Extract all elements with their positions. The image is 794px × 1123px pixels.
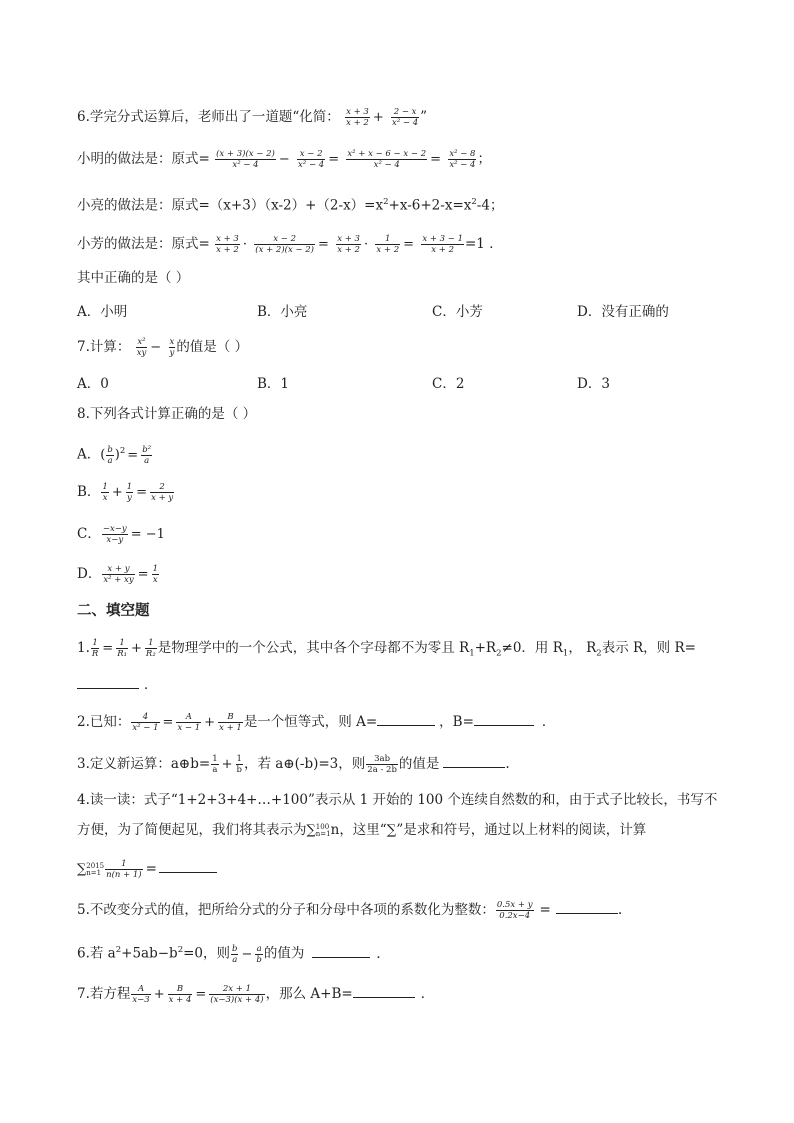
fraction: $\frac{4}{\text{x² − 1}}$ — [132, 712, 159, 733]
q6-option-d[interactable]: D．没有正确的 — [577, 304, 669, 320]
fraction: $\frac{1}{x}$ — [102, 482, 108, 503]
fill4-text2: ，这里“∑”是求和符号，通过以上材料的阅读，计算 — [339, 822, 647, 838]
period: ． — [420, 986, 435, 1002]
fill2-mid: 是一个恒等式，则 A= — [243, 714, 378, 730]
fraction: $\frac{\text{x² + x − 6 − x − 2}}{\text{x² − 4}}$ — [347, 149, 427, 170]
fraction: $\frac{\text{b²}}{a}$ — [142, 444, 152, 466]
quote-mark: ” — [420, 109, 428, 125]
q6-liang-text: 小亮的做法是：原式=（x+3）（x-2）+（2-x）=x — [77, 197, 384, 214]
fill4-line1: 4.读一读：式子“1+2+3+4+…+100”表示从 1 开始的 100 个连续自然数的和，由于式子比较长，书写不 — [77, 792, 718, 808]
fill3-suffix: 的值是 — [398, 756, 440, 772]
fraction: $\frac{1}{\text{R₁}}$ — [117, 638, 128, 659]
period: . — [617, 902, 623, 918]
period: ． — [376, 945, 390, 962]
fill6-mid: +5ab−b — [121, 945, 178, 962]
q7-option-d[interactable]: D．3 — [577, 376, 610, 392]
q6-option-c[interactable]: C．小芳 — [432, 304, 483, 320]
q7-suffix: 的值是（ ） — [176, 339, 249, 355]
fraction: $\frac{-x-y}{x-y}$ — [102, 524, 127, 545]
fill3-line: 3.定义新运算：a⊕b= $\frac{1}{a}$ + $\frac{1}{b}$ ，若 a⊕(-b)=3，则 $\frac{3ab}{2a - 2b}$ 的值是 . — [77, 754, 510, 775]
fill1-text: 是物理学中的一个公式，其中各个字母都不为零且 R — [157, 640, 470, 656]
rhs: = −1 — [130, 527, 165, 542]
q6-fang-line: 小芳的做法是：原式= $\frac{x + 3}{x + 2}$ · $\frac{x - 2}{(x + 2)(x - 2)}$ = $\frac{x + 3}{x + 2}$ · $\frac{1}{x + 2}$ = $\frac{x + 3 - 1}{x + 2}$ =1 ． — [77, 234, 503, 255]
fill4-line3 — [77, 858, 217, 880]
fill1-text4: ， R — [568, 640, 597, 656]
fill3-prefix: 3.定义新运算：a⊕b= — [77, 756, 211, 772]
q6-option-b[interactable]: B．小亮 — [257, 304, 308, 320]
fraction: $\frac{1}{b}$ — [236, 754, 242, 775]
q8-option-c[interactable] — [77, 524, 167, 545]
fraction: $\frac{1}{n(n + 1)}$ — [106, 859, 142, 880]
fraction: $\frac{(x + 3)(x - 2)}{\text{x² − 4}}$ — [216, 149, 275, 170]
fraction: $\frac{x + 3 - 1}{x + 2}$ — [422, 234, 463, 255]
answer-blank-b[interactable] — [474, 711, 534, 726]
fraction: $\frac{1}{x + 2}$ — [376, 234, 400, 255]
fraction: $\frac{2 - x}{\text{x² − 4}}$ — [392, 107, 419, 128]
fraction: $\frac{2}{x + y}$ — [151, 482, 174, 503]
q7-option-b[interactable]: B．1 — [257, 376, 290, 392]
option-label: B． — [77, 484, 101, 500]
q7-option-a[interactable]: A．0 — [77, 376, 109, 392]
q6-stem-line: 6.学完分式运算后，老师出了一道题“化简： $\frac{x + 3}{x + 2}$ + $\frac{2 - x}{\text{x² − 4}}$ ” — [77, 107, 428, 128]
fill1-answer-line — [77, 674, 158, 695]
q6-liang-end: -4； — [476, 197, 504, 214]
period: ． — [144, 677, 158, 693]
fraction: $\frac{1}{y}$ — [126, 482, 133, 503]
fill1-line: 1. $\frac{1}{R}$ = $\frac{1}{\text{R₁}}$ + $\frac{1}{\text{R₂}}$ 是物理学中的一个公式，其中各个字母都不为零且 $R_1+R_2\ne 0$．用 $R_1$， $R_2$表示 R，则 R= — [77, 638, 696, 659]
fraction: $\frac{3ab}{2a - 2b}$ — [367, 754, 397, 775]
fraction: $\frac{b}{a}$ — [107, 444, 113, 466]
option-label: A． — [77, 446, 101, 463]
fill6-prefix: 6.若 a — [77, 945, 116, 962]
q6-fang-label: 小芳的做法是：原式= — [77, 236, 210, 252]
fraction: $\frac{x}{y}$ — [169, 337, 175, 358]
fill1-number: 1. — [77, 640, 90, 656]
fraction: $\frac{0.5x + y}{0.2x-4}$ — [496, 900, 533, 921]
fraction: $\frac{B}{x + 1}$ — [219, 712, 242, 733]
period: ． — [541, 714, 556, 730]
answer-blank[interactable] — [312, 943, 370, 958]
fraction: $\frac{1}{\text{R₂}}$ — [145, 638, 156, 659]
fill1-text2: +R — [474, 640, 497, 656]
fraction: $\frac{b}{a}$ — [232, 943, 238, 965]
q6-fang-end: =1 ． — [465, 236, 503, 252]
q6-question: 其中正确的是（ ） — [77, 270, 190, 286]
fill7-prefix: 7.若方程 — [77, 986, 131, 1002]
fraction: $\frac{B}{x + 4}$ — [168, 984, 192, 1005]
fraction: $\frac{1}{R}$ — [91, 638, 99, 659]
q6-ming-line: 小明的做法是：原式= $\frac{(x + 3)(x - 2)}{\text{x² − 4}}$ − $\frac{x - 2}{\text{x² − 4}}$ = $\frac{\text{x² + x − 6 − x − 2}}{\text{x² − 4}}$ = $\frac{\text{x² − 8}}{\text{x² − 4}}$ ； — [77, 149, 491, 170]
q7-option-c[interactable]: C．2 — [432, 376, 465, 392]
fill6-mid2: =0，则 — [183, 945, 231, 962]
fill3-mid: ，若 a⊕(-b)=3，则 — [243, 756, 366, 772]
q8-option-b[interactable]: B． $\frac{1}{x}$ + $\frac{1}{y}$ = $\frac{2}{x + y}$ — [77, 482, 174, 503]
fill4-line2 — [77, 820, 646, 841]
sum-limits: 2015 n=1 — [86, 861, 105, 877]
q6-liang-line: 小亮的做法是：原式$=(x+3)(x-2)+(2-x)=x^2+x-6+2-x=x^2-4$； — [77, 197, 504, 214]
fraction: $\frac{A}{x - 1}$ — [177, 712, 201, 733]
fraction: $\frac{A}{x-3}$ — [132, 984, 150, 1005]
fill2-prefix: 2.已知： — [77, 714, 131, 730]
option-label: D． — [77, 566, 102, 582]
q6-liang-mid: +x-6+2-x=x — [388, 197, 472, 214]
fraction: $\frac{a}{b}$ — [256, 943, 262, 965]
q6-ming-label: 小明的做法是：原式= — [77, 151, 210, 167]
equals: = — [539, 902, 551, 918]
fraction: $\frac{x + y}{\text{x² + xy}}$ — [103, 564, 134, 585]
fill1-text5: 表示 R，则 R= — [601, 640, 696, 656]
answer-blank[interactable] — [159, 858, 217, 873]
fill5-text: 5.不改变分式的值，把所给分式的分子和分母中各项的系数化为整数： — [77, 902, 495, 918]
q8-stem: 8.下列各式计算正确的是（ ） — [77, 406, 257, 422]
q7-line: 7.计算： $\frac{\text{x²}}{xy}$ − $\frac{x}{y}$ 的值是（ ） — [77, 337, 249, 358]
answer-blank[interactable] — [353, 983, 415, 998]
sum-limits: 100 n=1 — [315, 822, 331, 838]
fraction: $\frac{2x + 1}{(x-3)(x + 4)}$ — [210, 984, 264, 1005]
fraction: $\frac{1}{a}$ — [212, 754, 218, 775]
option-label: C． — [77, 526, 101, 542]
fill6-suffix: 的值为 — [263, 945, 305, 962]
fraction: $\frac{1}{x}$ — [152, 564, 158, 585]
fill1-text3: ≠0．用 R — [501, 640, 563, 656]
fraction: $\frac{x + 3}{x + 2}$ — [216, 234, 239, 255]
fill6-line: 6.若 $a^2+5ab-b^2=0$，则 $\frac{b}{a}$ − $\frac{a}{b}$ 的值为 ． — [77, 943, 390, 965]
q7-prefix: 7.计算： — [77, 339, 131, 355]
period: . — [505, 756, 510, 772]
answer-blank[interactable] — [556, 899, 618, 914]
q8-option-a[interactable]: A．( $\frac{b}{a}$ )$^2$ = $\frac{\text{b²}}{a}$ — [77, 444, 152, 466]
fill7-line: 7.若方程 $\frac{A}{x-3}$ + $\frac{B}{x + 4}$ = $\frac{2x + 1}{(x-3)(x + 4)}$ ，那么 A+B= ． — [77, 984, 435, 1005]
fill2-mid2: ，B= — [439, 714, 474, 730]
q6-option-a[interactable]: A．小明 — [77, 304, 128, 320]
fraction: $\frac{x + 3}{x + 2}$ — [337, 234, 360, 255]
fill4-text: 方便，为了简便起见，我们将其表示为 — [77, 822, 307, 838]
fraction: $\frac{\text{x² − 8}}{\text{x² − 4}}$ — [449, 149, 476, 170]
fill2-line: 2.已知： $\frac{4}{\text{x² − 1}}$ = $\frac{A}{x - 1}$ + $\frac{B}{x + 1}$ 是一个恒等式，则 A= ，B= ． — [77, 712, 556, 733]
q6-stem: 6.学完分式运算后，老师出了一道题“化简： — [77, 109, 340, 125]
fraction: $\frac{x - 2}{(x + 2)(x - 2)}$ — [255, 234, 315, 255]
fill5-line — [77, 899, 622, 921]
sigma-symbol: ∑ — [306, 823, 316, 838]
semicolon: ； — [477, 151, 491, 167]
answer-blank[interactable] — [443, 753, 505, 768]
fill7-suffix: ，那么 A+B= — [265, 986, 353, 1002]
sum-body: n — [330, 822, 340, 838]
fraction: $\frac{\text{x²}}{xy}$ — [136, 337, 147, 358]
section-title: 二、填空题 — [77, 603, 150, 619]
fraction: $\frac{x - 2}{\text{x² − 4}}$ — [298, 149, 325, 170]
answer-blank[interactable] — [77, 674, 139, 689]
q8-option-d[interactable]: D． $\frac{x + y}{\text{x² + xy}}$ = $\frac{1}{x}$ — [77, 564, 158, 585]
answer-blank-a[interactable] — [377, 711, 435, 726]
sigma-symbol: ∑ — [77, 862, 87, 877]
fraction: $\frac{x + 3}{x + 2}$ — [346, 107, 369, 128]
equals: = — [145, 861, 157, 877]
